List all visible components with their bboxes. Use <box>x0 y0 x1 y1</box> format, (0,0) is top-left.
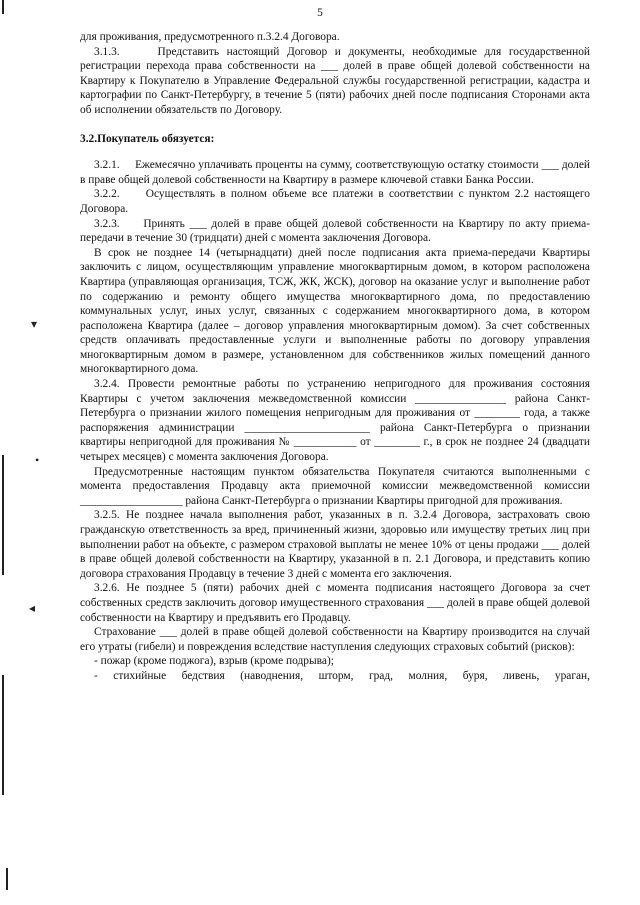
scan-edge-mark-bottom <box>6 868 8 890</box>
paragraph-3-2-3: 3.2.3. Принять ___ долей в праве общей долевой собственности на Квартиру по акту приема-передачи в течение 30 (тридцати) дней с момента заключения Договора. <box>80 217 590 245</box>
document-body <box>80 30 590 684</box>
scan-edge-mark-middle <box>2 455 4 575</box>
paragraph-obligations-fulfilled: Предусмотренные настоящим пунктом обязательства Покупателя считаются выполненными с момента предоставления Продавцу акта приемочной комиссии межведомственной комиссии __________________ района Санкт-Петербурга о признании Квартиры пригодной для проживания. <box>80 465 590 507</box>
paragraph-3-2-5: 3.2.5. Не позднее начала выполнения работ, указанных в п. 3.2.4 Договора, застраховать свою гражданскую ответственность за вред, причиненный жизни, здоровью или имуществу третьих лиц при выполнении работ на объекте, с размером страховой выплаты не менее 10% от цены продажи ___ долей в праве общей долевой собственности на Квартиру, указанной в п. 2.1 Договора, и представить копию договора страхования Продавцу в течение 3 дней с момента его заключения. <box>80 509 590 580</box>
paragraph-3-2-6: 3.2.6. Не позднее 5 (пяти) рабочих дней с момента подписания настоящего Договора за счет собственных средств заключить договор имущественного страхования ___ долей в праве общей долевой собственности на Квартиру и предъявить его Продавцу. <box>80 582 590 624</box>
punch-hole-dot-icon: • <box>35 453 40 467</box>
paragraph-continuation: для проживания, предусмотренного п.3.2.4 Договора. <box>80 31 340 43</box>
list-item-natural-disasters: - стихийные бедствия (наводнения, шторм, град, молния, буря, ливень, ураган, <box>94 669 590 682</box>
paragraph-3-2-1: 3.2.1. Ежемесячно уплачивать проценты на сумму, соответствующую остатку стоимости ___ долей в праве общей долевой собственности на Квартиру в размере ключевой ставки Банка России. <box>80 159 590 186</box>
paragraph-3-2-4: 3.2.4. Провести ремонтные работы по устранению непригодного для проживания состояния Квартиры с учетом заключения межведомственной комиссии ________________ района Санкт-Петербурга о признании жилого помещения непригодным для проживания от ________ года, а также распоряжения администрации ______________________ района Санкт-Петербурга о признании квартиры непригодной для проживания № ___________ от ________ г., в срок не позднее 24 (двадцати четырех месяцев) с момента заключения Договора. <box>80 378 590 464</box>
paragraph-management-contract: В срок не позднее 14 (четырнадцати) дней после подписания акта приема-передачи Квартиры заключить с лицом, осуществляющим управление многоквартирным домом, в котором расположена Квартира (управляющая организация, ТСЖ, ЖК, ЖСК), договор на оказание услуг и выполнение работ по содержанию и ремонту общего имущества многоквартирного дома, по предоставлению коммунальных услуг, иных услуг, связанных с содержанием многоквартирного дома, в котором расположена Квартира (далее – договор управления многоквартирным домом). За счет собственных средств оплачивать предоставленные услуги и выполненные работы по договору управления многоквартирным домом в размере, установленном для собственников жилых помещений данного многоквартирного дома. <box>80 246 590 376</box>
paragraph-3-1-3: 3.1.3. Представить настоящий Договор и документы, необходимые для государственной регистрации перехода права собственности на ___ долей в праве общей долевой собственности на Квартиру к Покупателю в Управление Федеральной службы государственной регистрации, кадастра и картографии по Санкт-Петербургу, в течение 5 (пяти) рабочих дней после подписания Сторонами акта об исполнении обязательств по Договору. <box>80 45 590 116</box>
punch-hole-arrow-icon: ▾ <box>31 317 38 331</box>
scan-edge-mark-top <box>2 0 4 14</box>
punch-hole-arrow-icon: ◂ <box>29 601 36 615</box>
list-item-fire: - пожар (кроме поджога), взрыв (кроме подрыва); <box>94 655 334 668</box>
paragraph-insurance: Страхование ___ долей в праве общей долевой собственности на Квартиру производится на случай его утраты (гибели) и повреждения вследствие наступления следующих страховых событий (рисков): <box>80 626 590 653</box>
page-number: 5 <box>317 7 323 19</box>
scan-edge-mark-lower <box>2 675 4 795</box>
section-heading-3-2: 3.2.Покупатель обязуется: <box>80 132 215 145</box>
paragraph-3-2-2: 3.2.2. Осуществлять в полном объеме все платежи в соответствии с пунктом 2.2 настоящего Договора. <box>80 188 590 215</box>
